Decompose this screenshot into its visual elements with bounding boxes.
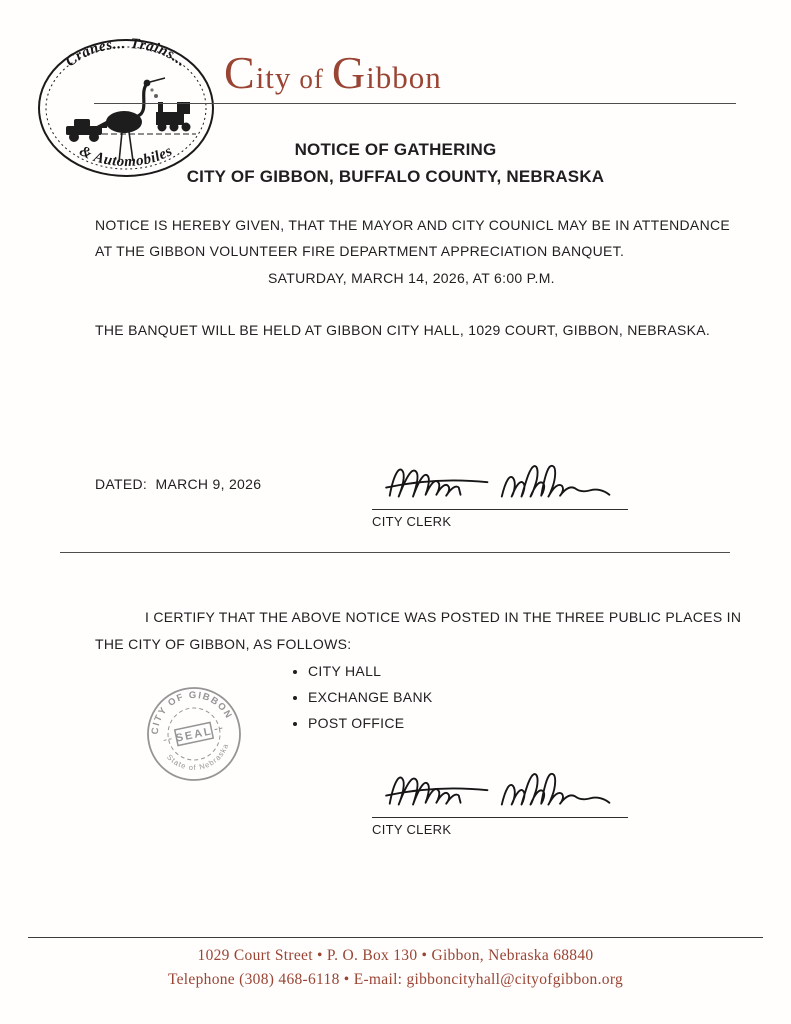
title-connector-of: of (299, 64, 324, 94)
signature-stroke (386, 466, 609, 497)
footer-divider (28, 937, 763, 938)
signature-title: CITY CLERK (372, 514, 452, 529)
posting-location-item: • EXCHANGE BANK (308, 684, 433, 710)
notice-title: NOTICE OF GATHERING (294, 140, 497, 159)
footer-contact-line: Telephone (308) 468-6118 • E-mail: gibboncityhall@cityofgibbon.org (167, 971, 624, 988)
title-rest-ibbon: ibbon (366, 60, 442, 95)
notice-body: NOTICE IS HEREBY GIVEN, THAT THE MAYOR AND CITY COUNICL MAY BE IN ATTENDANCE AT THE GIBBON VOLUNTEER FIRE DEPARTMENT APPRECIATION BANQUET. (95, 217, 731, 259)
city-title (224, 47, 442, 98)
signature-title: CITY CLERK (372, 822, 452, 837)
certification-text: I CERTIFY THAT THE ABOVE NOTICE WAS POSTED IN THE THREE PUBLIC PLACES IN THE CITY OF GIBBON, AS FOLLOWS: (95, 609, 742, 652)
automobile-icon (66, 119, 102, 142)
banquet-location: THE BANQUET WILL BE HELD AT GIBBON CITY HALL, 1029 COURT, GIBBON, NEBRASKA. (95, 322, 711, 338)
event-datetime: SATURDAY, MARCH 14, 2026, AT 6:00 P.M. (268, 270, 555, 286)
posting-location-item: • POST OFFICE (308, 710, 433, 736)
seal-center-text: SEAL (174, 725, 214, 745)
signature-line (372, 817, 628, 818)
header-divider (94, 103, 736, 104)
clerk-signature (372, 458, 628, 510)
footer-address-line: 1029 Court Street • P. O. Box 130 • Gibbon, Nebraska 68840 (197, 947, 594, 964)
seal-arc-bottom-label: State of Nebraska (165, 741, 231, 773)
signature-stroke (386, 774, 609, 805)
title-initial-g: G (331, 47, 367, 98)
logo-arc-top-label: Cranes... Trains... (62, 36, 190, 71)
title-rest-ity: ity (255, 60, 292, 95)
train-icon (150, 88, 190, 131)
clerk-signature (372, 766, 628, 818)
clerk-signature-block-2 (372, 766, 628, 837)
seal-arc-bottom-text (164, 740, 234, 778)
signature-line (372, 509, 628, 510)
city-seal (135, 675, 254, 794)
section-divider (60, 552, 730, 553)
dated-line: DATED: MARCH 9, 2026 (95, 476, 262, 492)
seal-arc-top-label: CITY OF GIBBON (149, 689, 235, 735)
logo-arc-bottom-label: & Automobiles (76, 143, 176, 171)
notice-subtitle: CITY OF GIBBON, BUFFALO COUNTY, NEBRASKA (186, 167, 605, 186)
logo-arc-top-text (63, 36, 190, 70)
posting-locations-list (288, 658, 433, 736)
posting-location-item: • CITY HALL (308, 658, 433, 684)
clerk-signature-block-1 (372, 458, 628, 529)
title-initial-c: C (224, 47, 256, 98)
